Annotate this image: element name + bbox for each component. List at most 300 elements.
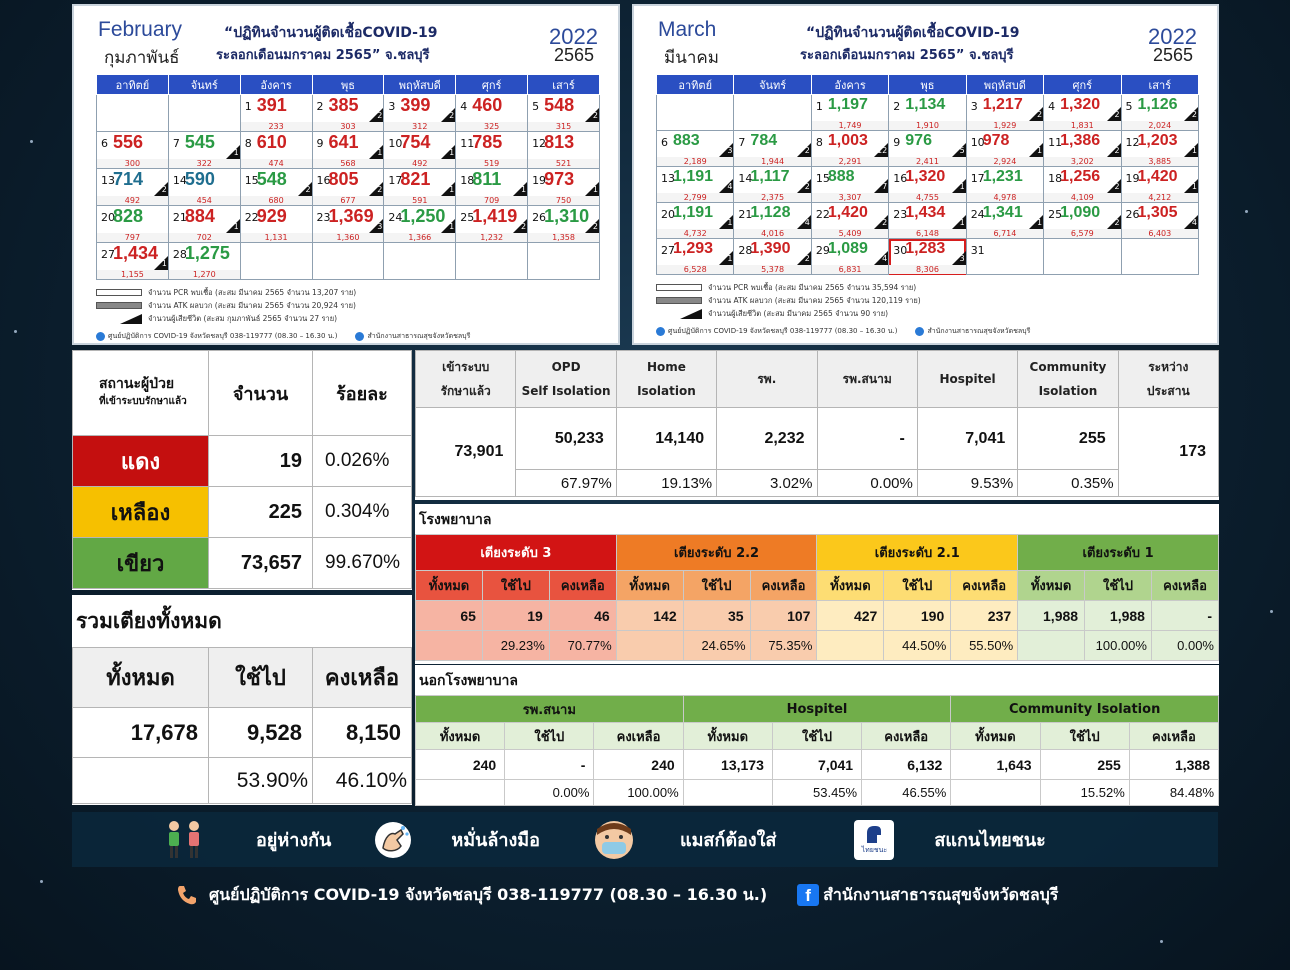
bed-level-value: 46 xyxy=(549,601,616,631)
new-cases: 556 xyxy=(113,132,144,152)
weekday-header: เสาร์ xyxy=(528,75,600,95)
calendar-day xyxy=(97,243,169,280)
day-number: 27 xyxy=(661,244,675,257)
calendar-day xyxy=(240,206,312,243)
new-cases: 785 xyxy=(472,132,503,152)
deaths-marker xyxy=(1184,215,1198,229)
hand-washing-icon xyxy=(371,819,415,861)
legend-atk: จำนวน ATK ผลบวก (สะสม มีนาคม 2565 จำนวน 20,924 ราย) xyxy=(148,301,356,310)
day-number: 24 xyxy=(388,211,403,224)
weekday-header: พุธ xyxy=(889,75,966,95)
deaths-marker xyxy=(719,179,733,193)
deaths-count: 12 xyxy=(877,146,888,155)
deaths-marker xyxy=(797,143,811,157)
weekday-header: ศุกร์ xyxy=(1044,75,1121,95)
atk-positive: 2,189 xyxy=(657,157,733,166)
new-cases: 1,434 xyxy=(113,243,159,263)
deaths-marker xyxy=(298,182,312,196)
new-cases: 1,320 xyxy=(1060,96,1101,113)
new-cases: 1,090 xyxy=(1060,204,1101,221)
beds-left-header: คงเหลือ xyxy=(313,648,412,708)
deaths-marker xyxy=(441,108,455,122)
deaths-marker xyxy=(797,251,811,265)
deaths-count: 2 xyxy=(592,222,598,231)
bed-level-subheader: คงเหลือ xyxy=(951,571,1018,601)
deaths-count: 3 xyxy=(727,146,733,155)
deaths-count: 1 xyxy=(233,148,239,157)
summary-header: รพ.สนาม xyxy=(817,351,917,408)
weekday-header: ศุกร์ xyxy=(456,75,528,95)
calendar-facebook: สำนักงานสาธารณสุขจังหวัดชลบุรี xyxy=(367,332,471,340)
month-en: March xyxy=(658,18,717,41)
day-number: 7 xyxy=(738,136,746,149)
status-red-percent: 0.026% xyxy=(313,436,412,487)
day-number: 12 xyxy=(1125,136,1140,149)
new-cases: 973 xyxy=(544,169,575,189)
deaths-marker xyxy=(874,179,888,193)
status-yellow-count: 225 xyxy=(209,487,313,538)
empty-day xyxy=(97,95,169,132)
death-legend-triangle-icon xyxy=(120,314,142,324)
calendar-day xyxy=(1044,95,1121,131)
outside-subheader: คงเหลือ xyxy=(594,723,683,750)
beds-total-header: ทั้งหมด xyxy=(73,648,209,708)
calendar-day xyxy=(657,239,734,275)
legend-pcr: จำนวน PCR พบเชื้อ (สะสม มีนาคม 2565 จำนวน 13,207 ราย) xyxy=(148,288,357,297)
bed-level-value: 142 xyxy=(616,601,683,631)
deaths-marker xyxy=(585,108,599,122)
new-cases: 978 xyxy=(982,132,1010,149)
month-th: กุมภาพันธ์ xyxy=(104,48,180,68)
status-green-percent: 99.670% xyxy=(313,538,412,589)
atk-positive: 6,831 xyxy=(812,265,888,274)
calendar-day xyxy=(240,132,312,169)
weekday-header: เสาร์ xyxy=(1121,75,1198,95)
new-cases: 1,231 xyxy=(982,168,1023,185)
death-legend-triangle-icon xyxy=(680,309,702,319)
bed-level-subheader: ใช้ไป xyxy=(683,571,750,601)
bed-level-value: 19 xyxy=(482,601,549,631)
new-cases: 1,419 xyxy=(472,206,518,226)
deaths-count: 4 xyxy=(882,254,888,263)
status-yellow-percent: 0.304% xyxy=(313,487,412,538)
calendar-day xyxy=(966,131,1043,167)
deaths-count: 3 xyxy=(377,222,383,231)
deaths-count: 2 xyxy=(804,182,810,191)
bed-level-subheader: ใช้ไป xyxy=(884,571,951,601)
day-number: 6 xyxy=(101,137,108,150)
deaths-marker xyxy=(154,256,168,270)
deaths-count: 1 xyxy=(1037,146,1043,155)
beds-left-percent: 46.10% xyxy=(313,758,412,804)
legend-death: จำนวนผู้เสียชีวิต (สะสม กุมภาพันธ์ 2565 จำนวน 27 ราย) xyxy=(148,314,338,323)
new-cases: 1,310 xyxy=(544,206,590,226)
deaths-count: 5 xyxy=(959,146,965,155)
calendar-day xyxy=(811,239,888,275)
atk-positive: 2,375 xyxy=(734,193,810,202)
contact-footer xyxy=(175,878,1135,912)
day-number: 23 xyxy=(316,211,331,224)
deaths-count: 1 xyxy=(727,218,733,227)
outside-group-header: รพ.สนาม xyxy=(416,696,684,723)
new-cases: 811 xyxy=(472,169,502,189)
bed-level-subheader: คงเหลือ xyxy=(750,571,817,601)
calendar-day xyxy=(168,243,240,280)
campaign-label: อยู่ห่างกัน xyxy=(256,830,332,851)
empty-day xyxy=(734,95,811,131)
calendar-grid xyxy=(96,74,600,280)
february-calendar xyxy=(72,4,620,345)
deaths-count: 1 xyxy=(959,182,965,191)
calendar-day xyxy=(657,131,734,167)
calendar-day xyxy=(528,169,600,206)
bed-level-subheader: ใช้ไป xyxy=(1085,571,1152,601)
summary-value: 14,140 xyxy=(616,408,716,470)
atk-positive: 315 xyxy=(528,122,599,131)
phone-icon xyxy=(96,332,105,341)
bed-level-header: เตียงระดับ 2.2 xyxy=(616,535,817,571)
new-cases: 545 xyxy=(184,132,215,152)
day-number: 26 xyxy=(532,211,547,224)
outside-percent: 53.45% xyxy=(772,780,861,806)
atk-positive: 1,944 xyxy=(734,157,810,166)
new-cases: 1,293 xyxy=(673,240,714,257)
weekday-header: พุธ xyxy=(312,75,384,95)
status-header-text: สถานะผู้ป่วย xyxy=(99,376,175,392)
atk-positive: 492 xyxy=(384,159,455,168)
new-cases: 884 xyxy=(184,206,215,226)
atk-positive: 454 xyxy=(169,196,240,205)
weekday-header: อังคาร xyxy=(240,75,312,95)
empty-day xyxy=(312,243,384,280)
calendar-day xyxy=(240,95,312,132)
deaths-marker xyxy=(952,143,966,157)
deaths-marker xyxy=(226,219,240,233)
weekday-header: พฤหัสบดี xyxy=(966,75,1043,95)
deaths-count: 2 xyxy=(1114,110,1120,119)
calendar-day xyxy=(528,132,600,169)
new-cases: 1,126 xyxy=(1137,96,1178,113)
deaths-count: 2 xyxy=(804,254,810,263)
atk-positive: 325 xyxy=(456,122,527,131)
summary-value: 50,233 xyxy=(516,408,616,470)
calendar-day xyxy=(1121,131,1198,167)
bed-level-value: - xyxy=(1151,601,1218,631)
outside-value: 240 xyxy=(594,750,683,780)
atk-positive: 677 xyxy=(313,196,384,205)
bed-level-value: 190 xyxy=(884,601,951,631)
bed-level-subheader: คงเหลือ xyxy=(549,571,616,601)
star xyxy=(1270,610,1273,613)
new-cases: 460 xyxy=(472,95,503,115)
outside-percent: 0.00% xyxy=(505,780,594,806)
calendar-day xyxy=(312,169,384,206)
outside-value: 255 xyxy=(1040,750,1129,780)
new-cases: 548 xyxy=(256,169,287,189)
deaths-marker xyxy=(719,143,733,157)
deaths-count: 1 xyxy=(520,185,527,194)
weekday-header: จันทร์ xyxy=(168,75,240,95)
calendar-day xyxy=(1121,167,1198,203)
new-cases: 784 xyxy=(750,132,778,149)
deaths-count: 2 xyxy=(882,218,888,227)
atk-positive: 5,409 xyxy=(812,229,888,238)
summary-value: - xyxy=(817,408,917,470)
calendar-header xyxy=(656,12,1199,74)
summary-percent: 67.97% xyxy=(516,470,616,497)
day-number: 18 xyxy=(1048,172,1063,185)
day-number: 31 xyxy=(970,244,985,257)
deaths-count: 1 xyxy=(1037,218,1043,227)
calendar-day xyxy=(528,95,600,132)
outside-percent: 46.55% xyxy=(862,780,951,806)
outside-value: 240 xyxy=(416,750,505,780)
deaths-count: 2 xyxy=(161,185,167,194)
beds-used-percent: 53.90% xyxy=(209,758,313,804)
atk-positive: 1,831 xyxy=(1044,121,1120,130)
new-cases: 754 xyxy=(400,132,431,152)
campaign-handwash xyxy=(371,819,540,861)
new-cases: 1,369 xyxy=(328,206,374,226)
atk-positive: 1,929 xyxy=(967,121,1043,130)
atk-positive: 5,378 xyxy=(734,265,810,274)
bed-level-percent xyxy=(1018,631,1085,661)
calendar-day xyxy=(889,239,966,275)
deaths-marker xyxy=(1107,143,1121,157)
deaths-marker xyxy=(1184,107,1198,121)
bed-level-value: 1,988 xyxy=(1018,601,1085,631)
calendar-title: “ปฏิทินจำนวนผู้ติดเชื้อCOVID-19 xyxy=(224,25,438,41)
bed-level-value: 65 xyxy=(416,601,483,631)
empty-day xyxy=(528,243,600,280)
deaths-marker xyxy=(1029,107,1043,121)
calendar-header xyxy=(96,12,600,74)
deaths-count: 2 xyxy=(1191,110,1197,119)
deaths-count: 1 xyxy=(727,254,733,263)
bed-level-percent: 75.35% xyxy=(750,631,817,661)
summary-header: Home Isolation xyxy=(616,351,716,408)
summary-header: OPD Self Isolation xyxy=(516,351,616,408)
day-number: 7 xyxy=(172,137,180,150)
pcr-legend-swatch xyxy=(96,289,142,296)
phone-icon xyxy=(175,883,199,907)
atk-positive: 709 xyxy=(456,196,527,205)
calendar-day xyxy=(1121,203,1198,239)
calendar-footer xyxy=(96,331,600,342)
deaths-marker xyxy=(874,251,888,265)
new-cases: 1,386 xyxy=(1060,132,1101,149)
deaths-count: 1 xyxy=(959,218,965,227)
day-number: 25 xyxy=(1048,208,1063,221)
facebook-icon[interactable]: f xyxy=(797,884,819,906)
deaths-count: 1 xyxy=(592,185,598,194)
atk-positive: 1,910 xyxy=(889,121,965,130)
summary-value: 73,901 xyxy=(416,408,516,497)
bed-level-percent: 29.23% xyxy=(482,631,549,661)
summary-percent: 3.02% xyxy=(717,470,817,497)
calendar-day xyxy=(1044,203,1121,239)
day-number: 9 xyxy=(893,136,901,149)
calendar-day xyxy=(889,167,966,203)
legend-death: จำนวนผู้เสียชีวิต (สะสม มีนาคม 2565 จำนวน 90 ราย) xyxy=(708,309,889,318)
atk-positive: 680 xyxy=(241,196,312,205)
new-cases: 610 xyxy=(256,132,287,152)
atk-positive: 2,291 xyxy=(812,157,888,166)
new-cases: 1,256 xyxy=(1060,168,1101,185)
calendar-day xyxy=(811,203,888,239)
outside-value: 1,643 xyxy=(951,750,1040,780)
new-cases: 714 xyxy=(113,169,144,189)
calendar-title: “ปฏิทินจำนวนผู้ติดเชื้อCOVID-19 xyxy=(806,25,1020,41)
outside-value: 6,132 xyxy=(862,750,951,780)
new-cases: 1,275 xyxy=(184,243,230,263)
summary-value: 7,041 xyxy=(917,408,1017,470)
deaths-marker xyxy=(585,182,599,196)
new-cases: 1,420 xyxy=(1137,168,1178,185)
bed-level-subheader: ทั้งหมด xyxy=(616,571,683,601)
deaths-marker xyxy=(797,179,811,193)
atk-positive: 1,131 xyxy=(241,233,312,242)
day-number: 14 xyxy=(738,172,753,185)
day-number: 13 xyxy=(661,172,675,185)
month-en: February xyxy=(98,18,183,41)
deaths-marker xyxy=(441,145,455,159)
calendar-day xyxy=(734,239,811,275)
day-number: 16 xyxy=(893,172,908,185)
deaths-count: 4 xyxy=(727,182,733,191)
deaths-marker xyxy=(797,215,811,229)
new-cases: 1,197 xyxy=(827,96,868,113)
deaths-count: 1 xyxy=(377,148,383,157)
summary-header: รพ. xyxy=(717,351,817,408)
calendar-legend xyxy=(96,286,600,325)
deaths-marker xyxy=(719,251,733,265)
bed-level-subheader: ทั้งหมด xyxy=(416,571,483,601)
deaths-marker xyxy=(369,108,383,122)
day-number: 26 xyxy=(1125,208,1140,221)
deaths-marker xyxy=(1107,215,1121,229)
new-cases: 976 xyxy=(905,132,932,149)
day-number: 5 xyxy=(532,100,540,113)
day-number: 29 xyxy=(815,244,830,257)
total-beds-panel xyxy=(72,595,412,805)
deaths-marker xyxy=(226,145,240,159)
hospital-beds-panel xyxy=(415,504,1219,664)
atk-positive: 1,270 xyxy=(169,270,240,279)
star xyxy=(1160,940,1163,943)
deaths-marker xyxy=(952,251,966,265)
atk-positive: 6,579 xyxy=(1044,229,1120,238)
calendar-day xyxy=(456,169,528,206)
atk-positive: 1,155 xyxy=(97,270,168,279)
calendar-day xyxy=(734,167,811,203)
new-cases: 1,320 xyxy=(905,168,946,185)
empty-day xyxy=(456,243,528,280)
calendar-day xyxy=(657,167,734,203)
calendar-day xyxy=(168,206,240,243)
new-cases: 1,420 xyxy=(827,204,868,221)
deaths-count: 2 xyxy=(1114,146,1120,155)
calendar-day xyxy=(1044,167,1121,203)
calendar-day xyxy=(97,169,169,206)
outside-subheader: คงเหลือ xyxy=(862,723,951,750)
weekday-header: อาทิตย์ xyxy=(657,75,734,95)
beds-total-percent xyxy=(73,758,209,804)
beds-used-header: ใช้ไป xyxy=(209,648,313,708)
deaths-marker xyxy=(874,215,888,229)
beds-title: รวมเตียงทั้งหมด xyxy=(76,609,222,633)
atk-positive: 2,924 xyxy=(967,157,1043,166)
calendar-subtitle: ระลอกเดือนมกราคม 2565” จ.ชลบุรี xyxy=(800,48,1014,63)
outside-subheader: ทั้งหมด xyxy=(416,723,505,750)
campaign-label: แมสก์ต้องใส่ xyxy=(679,830,777,851)
day-number: 3 xyxy=(970,100,978,113)
calendar-day xyxy=(312,206,384,243)
atk-positive: 6,714 xyxy=(967,229,1043,238)
day-number: 28 xyxy=(172,248,187,261)
star xyxy=(40,880,43,883)
atk-positive: 797 xyxy=(97,233,168,242)
atk-positive: 1,232 xyxy=(456,233,527,242)
day-number: 5 xyxy=(1125,100,1133,113)
deaths-count: 1 xyxy=(449,148,455,157)
outside-subheader: ทั้งหมด xyxy=(951,723,1040,750)
year-ce: 2022 xyxy=(1148,24,1197,49)
day-number: 2 xyxy=(316,100,324,113)
outside-hospital-panel xyxy=(415,665,1219,805)
new-cases: 813 xyxy=(544,132,575,152)
status-red-count: 19 xyxy=(209,436,313,487)
atk-legend-swatch xyxy=(656,297,702,304)
deaths-count: 1 xyxy=(1191,182,1197,191)
day-number: 9 xyxy=(316,137,324,150)
star xyxy=(1245,210,1248,213)
calendar-day xyxy=(1121,95,1198,131)
atk-positive: 519 xyxy=(456,159,527,168)
facebook-icon xyxy=(915,327,924,336)
facebook-page-link[interactable]: สำนักงานสาธารณสุขจังหวัดชลบุรี xyxy=(823,884,1059,904)
summary-percent: 19.13% xyxy=(616,470,716,497)
deaths-count: 4 xyxy=(804,218,810,227)
calendar-day xyxy=(889,131,966,167)
atk-positive: 702 xyxy=(169,233,240,242)
month-th: มีนาคม xyxy=(664,48,719,68)
beds-left-value: 8,150 xyxy=(313,708,412,758)
atk-positive: 3,885 xyxy=(1122,157,1198,166)
outside-percent: 84.48% xyxy=(1129,780,1218,806)
calendar-subtitle: ระลอกเดือนมกราคม 2565” จ.ชลบุรี xyxy=(216,48,430,63)
face-mask-icon xyxy=(592,819,636,861)
atk-positive: 568 xyxy=(313,159,384,168)
calendar-facebook: สำนักงานสาธารณสุขจังหวัดชลบุรี xyxy=(927,327,1031,335)
atk-positive: 474 xyxy=(241,159,312,168)
year-be: 2565 xyxy=(1152,45,1193,65)
deaths-count: 2 xyxy=(377,185,383,194)
outside-value: 13,173 xyxy=(683,750,772,780)
atk-legend-swatch xyxy=(96,302,142,309)
bed-level-percent: 44.50% xyxy=(884,631,951,661)
legend-atk: จำนวน ATK ผลบวก (สะสม มีนาคม 2565 จำนวน 120,119 ราย) xyxy=(708,296,921,305)
new-cases: 1,341 xyxy=(982,204,1023,221)
outside-subheader: ใช้ไป xyxy=(505,723,594,750)
summary-header: เข้าระบบ รักษาแล้ว xyxy=(416,351,516,408)
atk-positive: 6,148 xyxy=(889,229,965,238)
outside-percent: 100.00% xyxy=(594,780,683,806)
atk-positive: 591 xyxy=(384,196,455,205)
calendar-contact: ศูนย์ปฏิบัติการ COVID-19 จังหวัดชลบุรี 038-119777 (08.30 – 16.30 น.) xyxy=(668,327,898,335)
bed-level-subheader: ทั้งหมด xyxy=(817,571,884,601)
new-cases: 1,191 xyxy=(673,204,714,221)
